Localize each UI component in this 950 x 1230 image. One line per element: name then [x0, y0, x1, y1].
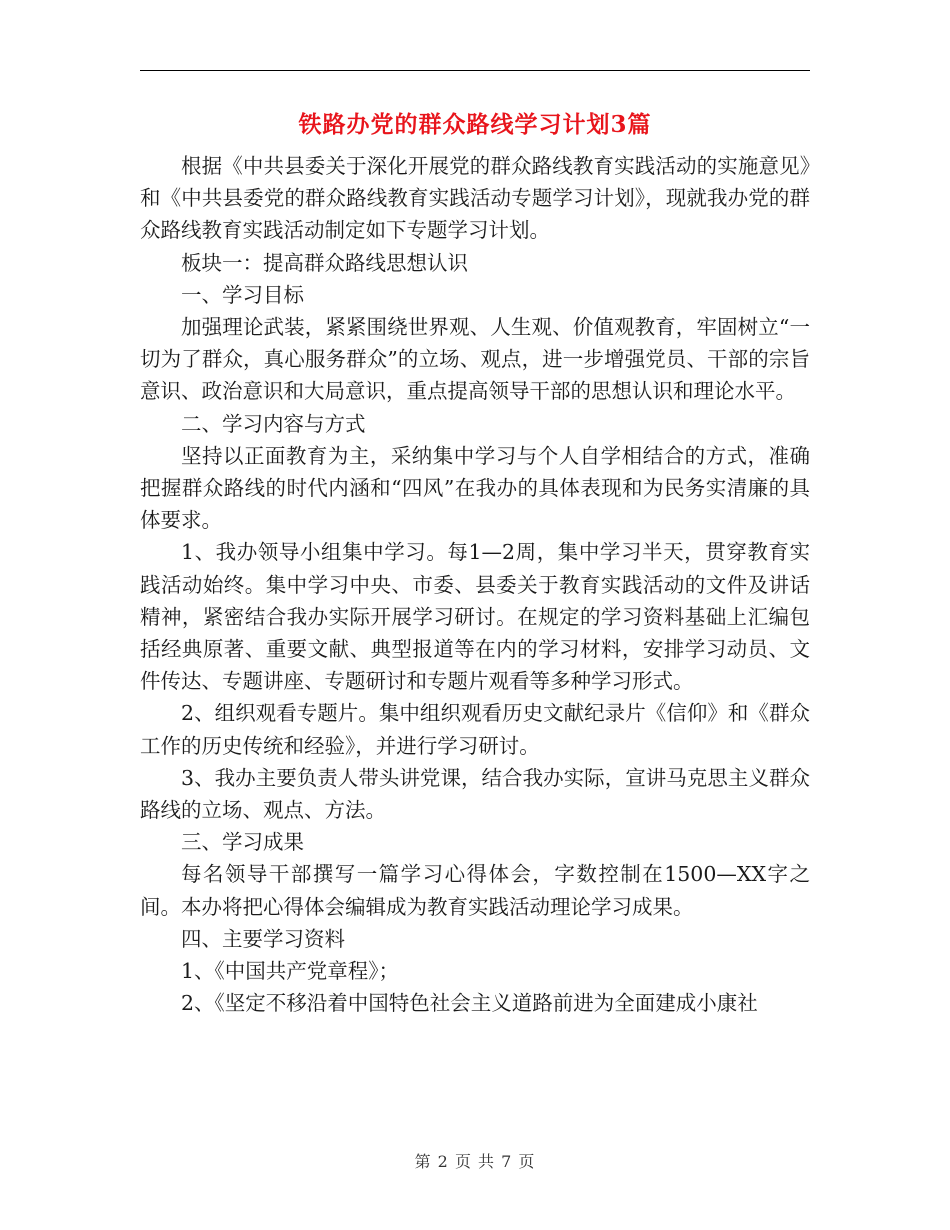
section-heading-block-one: 板块一：提高群众路线思想认识 [181, 250, 468, 275]
goals-paragraph: 加强理论武装，紧紧围绕世界观、人生观、价值观教育，牢固树立“一切为了群众，真心服务群众”的立场、观点，进一步增强党员、干部的宗旨意识、政治意识和大局意识，重点提高领导干部的思想认识和理论水平。 [140, 315, 810, 404]
header-rule [140, 70, 810, 71]
section-heading-content-methods: 二、学习内容与方式 [181, 411, 366, 436]
section-heading-goals: 一、学习目标 [181, 282, 304, 307]
section-heading-results: 三、学习成果 [181, 830, 304, 855]
results-paragraph: 每名领导干部撰写一篇学习心得体会，字数控制在1500—XX字之间。本办将把心得体会编辑成为教育实践活动理论学习成果。 [140, 862, 810, 919]
section-heading-materials: 四、主要学习资料 [181, 926, 345, 951]
item-3-paragraph: 3、我办主要负责人带头讲党课，结合我办实际，宣讲马克思主义群众路线的立场、观点、方法。 [140, 765, 810, 823]
item-1-paragraph: 1、我办领导小组集中学习。每1—2周，集中学习半天，贯穿教育实践活动始终。集中学习中央、市委、县委关于教育实践活动的文件及讲话精神，紧密结合我办实际开展学习研讨。在规定的学习资料基础上汇编包括经典原著、重要文献、典型报道等在内的学习材料，安排学习动员、文件传达、专题讲座、专题研讨和专题片观看等多种学习形式。 [140, 540, 810, 694]
content-methods-paragraph: 坚持以正面教育为主，采纳集中学习与个人自学相结合的方式，准确把握群众路线的时代内涵和“四风”在我办的具体表现和为民务实清廉的具体要求。 [140, 443, 810, 533]
document-body [140, 150, 810, 1019]
material-item-2: 2、《坚定不移沿着中国特色社会主义道路前进为全面建成小康社 [181, 991, 758, 1016]
material-item-1: 1、《中国共产党章程》； [181, 959, 400, 984]
intro-paragraph: 根据《中共县委关于深化开展党的群众路线教育实践活动的实施意见》和《中共县委党的群众路线教育实践活动专题学习计划》，现就我办党的群众路线教育实践活动制定如下专题学习计划。 [140, 154, 810, 243]
item-2-paragraph: 2、组织观看专题片。集中组织观看历史文献纪录片《信仰》和《群众工作的历史传统和经验》，并进行学习研讨。 [140, 701, 810, 758]
page-number-footer: 第 2 页 共 7 页 [414, 1152, 536, 1171]
document-title: 铁路办党的群众路线学习计划3篇 [298, 111, 652, 138]
